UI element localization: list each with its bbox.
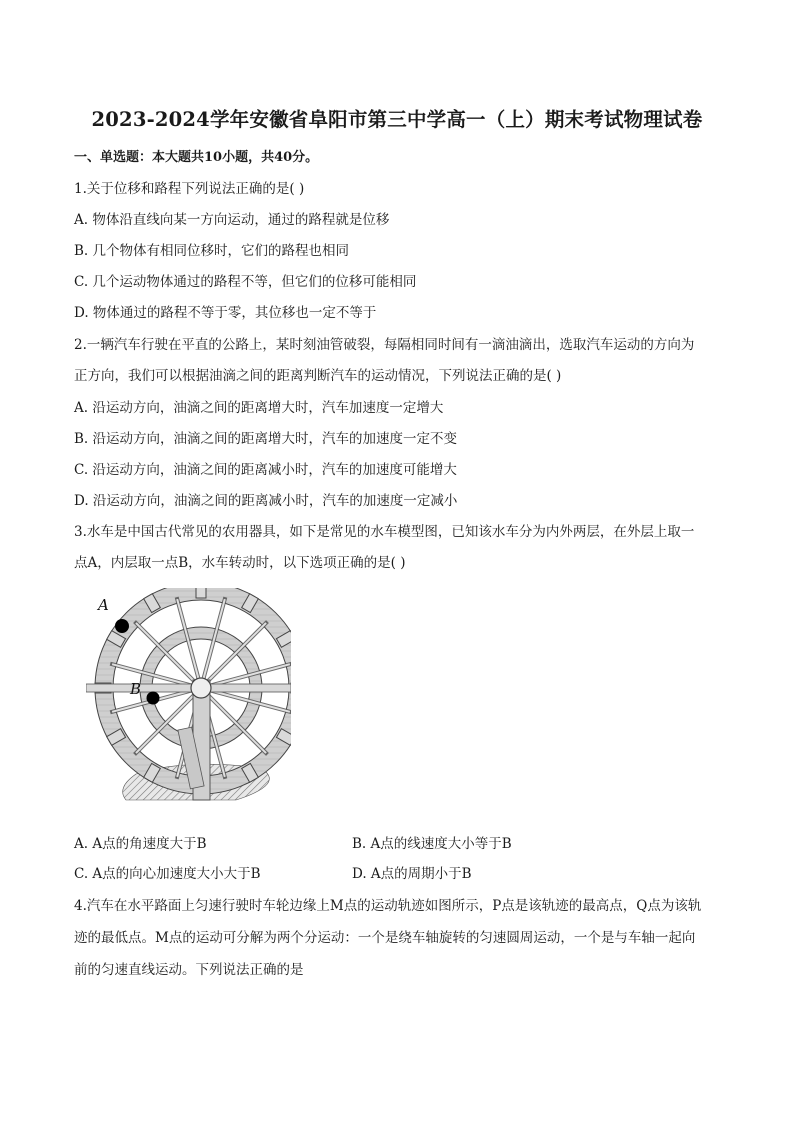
question-2-option-c: C. 沿运动方向，油滴之间的距离减小时，汽车的加速度可能增大 — [74, 462, 457, 478]
question-2-option-a: A. 沿运动方向，油滴之间的距离增大时，汽车加速度一定增大 — [74, 400, 444, 416]
water-wheel-figure — [86, 588, 291, 803]
point-a-marker — [115, 619, 129, 633]
question-1-option-d: D. 物体通过的路程不等于零，其位移也一定不等于 — [74, 305, 377, 321]
question-2-stem-line2: 正方向，我们可以根据油滴之间的距离判断汽车的运动情况，下列说法正确的是( ) — [74, 368, 562, 384]
question-4-stem-line3: 前的匀速直线运动。下列说法正确的是 — [74, 962, 304, 978]
question-3-option-b: B. A点的线速度大小等于B — [352, 836, 512, 852]
exam-title: 2023-2024学年安徽省阜阳市第三中学高一（上）期末考试物理试卷 — [91, 108, 703, 131]
point-a-label: A — [98, 596, 109, 614]
section-heading: 一、单选题：本大题共10小题，共40分。 — [74, 150, 319, 165]
question-1-option-b: B. 几个物体有相同位移时，它们的路程也相同 — [74, 243, 350, 259]
question-1-stem: 1.关于位移和路程下列说法正确的是( ) — [74, 181, 305, 197]
point-b-label: B — [130, 680, 142, 698]
question-3-stem-line2: 点A，内层取一点B，水车转动时，以下选项正确的是( ) — [74, 555, 406, 571]
question-4-stem-line2: 迹的最低点。M点的运动可分解为两个分运动：一个是绕车轴旋转的匀速圆周运动，一个是与车轴一起向 — [74, 930, 696, 946]
point-b-marker — [147, 692, 160, 705]
question-2-option-d: D. 沿运动方向，油滴之间的距离减小时，汽车的加速度一定减小 — [74, 493, 458, 509]
question-4-stem-line1: 4.汽车在水平路面上匀速行驶时车轮边缘上M点的运动轨迹如图所示，P点是该轨迹的最高点，Q点为该轨 — [74, 898, 702, 914]
question-3-option-a: A. A点的角速度大于B — [74, 836, 207, 852]
question-1-option-c: C. 几个运动物体通过的路程不等，但它们的位移可能相同 — [74, 274, 417, 290]
question-3-option-c: C. A点的向心加速度大小大于B — [74, 866, 261, 882]
question-2-stem-line1: 2.一辆汽车行驶在平直的公路上，某时刻油管破裂，每隔相同时间有一滴油滴出，选取汽车运动的方向为 — [74, 337, 695, 353]
question-3-option-d: D. A点的周期小于B — [352, 866, 472, 882]
question-3-stem-line1: 3.水车是中国古代常见的农用器具，如下是常见的水车模型图，已知该水车分为内外两层，在外层上取一 — [74, 524, 695, 540]
water-wheel-illustration — [86, 588, 291, 803]
question-2-option-b: B. 沿运动方向，油滴之间的距离增大时，汽车的加速度一定不变 — [74, 431, 458, 447]
question-1-option-a: A. 物体沿直线向某一方向运动，通过的路程就是位移 — [74, 212, 390, 228]
